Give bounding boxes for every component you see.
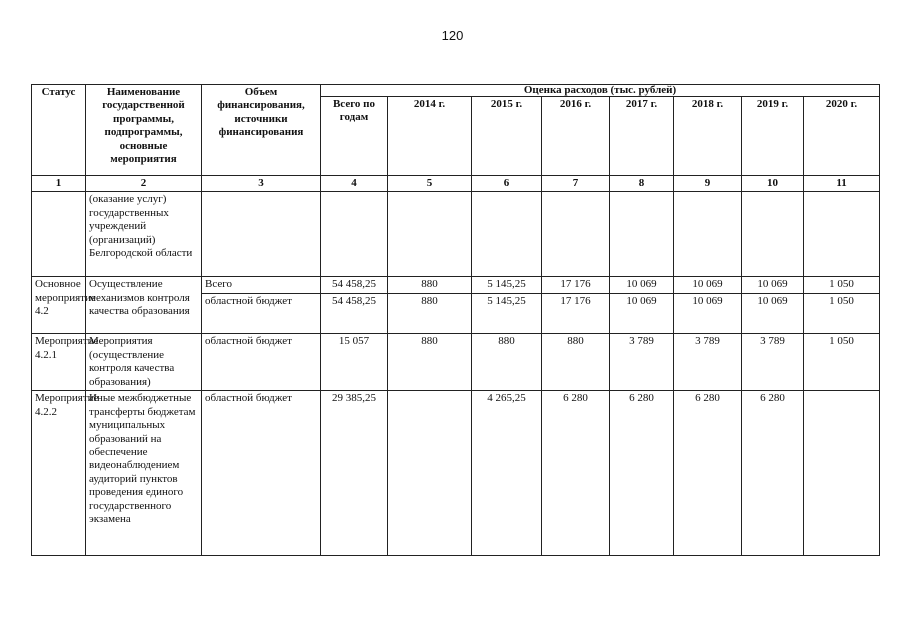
- row-name: (оказание услуг) государственных учреждений (организаций) Белгородской области: [86, 192, 202, 277]
- row-source: областной бюджет: [202, 391, 321, 556]
- value-top: 10 069: [610, 278, 673, 293]
- value-bottom: 17 176: [560, 294, 591, 307]
- row-value-2014: [388, 391, 472, 556]
- header-year-2019: 2019 г.: [742, 97, 804, 176]
- row-value-2017: 3 789: [610, 334, 674, 391]
- header-expenses-group: Оценка расходов (тыс. рублей): [321, 85, 880, 97]
- header-year-2020: 2020 г.: [804, 97, 880, 176]
- header-year-2018: 2018 г.: [674, 97, 742, 176]
- column-number: 5: [388, 176, 472, 192]
- header-row-1: [32, 85, 880, 97]
- row-value-2017: [610, 192, 674, 277]
- row-value-2018: 6 280: [674, 391, 742, 556]
- row-source: [202, 192, 321, 277]
- column-number: 8: [610, 176, 674, 192]
- value-bottom: 1 050: [829, 294, 854, 307]
- row-value-2014: [388, 277, 472, 334]
- row-value-2016: 880: [542, 334, 610, 391]
- row-name: Иные межбюджетные трансферты бюджетам муниципальных образований на обеспечение видеонаблюдением аудиторий пунктов проведения единого государственного экзамена: [86, 391, 202, 556]
- source-total-label: Всего: [202, 278, 320, 293]
- header-name: Наименование государственной программы, подпрограммы, основные мероприятия: [86, 85, 202, 176]
- column-number: 2: [86, 176, 202, 192]
- row-source: [202, 277, 321, 334]
- row-status: [32, 192, 86, 277]
- column-number: 3: [202, 176, 321, 192]
- row-value-2015: 4 265,25: [472, 391, 542, 556]
- row-value-2019: 3 789: [742, 334, 804, 391]
- total-top: 54 458,25: [321, 278, 387, 293]
- value-bottom: 10 069: [692, 294, 723, 307]
- row-name: Мероприятия (осуществление контроля качества образования): [86, 334, 202, 391]
- value-top: 10 069: [674, 278, 741, 293]
- column-number-row: [32, 176, 880, 192]
- row-value-2016: [542, 192, 610, 277]
- value-top: 10 069: [742, 278, 803, 293]
- header-year-2014: 2014 г.: [388, 97, 472, 176]
- header-year-2015: 2015 г.: [472, 97, 542, 176]
- row-value-2015: [472, 277, 542, 334]
- row-status: Мероприятие 4.2.1: [32, 334, 86, 391]
- table-row: [32, 334, 880, 391]
- row-name: Осуществление механизмов контроля качества образования: [86, 277, 202, 334]
- table-row: [32, 391, 880, 556]
- row-total: [321, 277, 388, 334]
- budget-table: [31, 84, 880, 556]
- value-top: 5 145,25: [472, 278, 541, 293]
- row-value-2017: [610, 277, 674, 334]
- row-value-2019: [742, 192, 804, 277]
- row-source: областной бюджет: [202, 334, 321, 391]
- header-volume: Объем финансирования, источники финансирования: [202, 85, 321, 176]
- header-year-2017: 2017 г.: [610, 97, 674, 176]
- row-value-2018: [674, 277, 742, 334]
- row-value-2016: 6 280: [542, 391, 610, 556]
- row-value-2020: 1 050: [804, 334, 880, 391]
- row-total: 29 385,25: [321, 391, 388, 556]
- row-value-2019: [742, 277, 804, 334]
- row-total: [321, 192, 388, 277]
- column-number: 4: [321, 176, 388, 192]
- value-top: 880: [388, 278, 471, 293]
- row-value-2019: 6 280: [742, 391, 804, 556]
- row-status: Основное мероприятие 4.2: [32, 277, 86, 334]
- column-number: 9: [674, 176, 742, 192]
- column-number: 11: [804, 176, 880, 192]
- row-value-2015: 880: [472, 334, 542, 391]
- row-value-2020: [804, 277, 880, 334]
- row-status: Мероприятие 4.2.2: [32, 391, 86, 556]
- value-bottom: 10 069: [626, 294, 657, 307]
- column-number: 10: [742, 176, 804, 192]
- row-value-2014: [388, 192, 472, 277]
- header-total: Всего по годам: [321, 97, 388, 176]
- page-number: 120: [441, 28, 464, 43]
- row-value-2020: [804, 391, 880, 556]
- header-status: Статус: [32, 85, 86, 176]
- table-row: [32, 192, 880, 277]
- row-value-2020: [804, 192, 880, 277]
- row-value-2016: [542, 277, 610, 334]
- total-bottom: 54 458,25: [332, 294, 376, 307]
- row-total: 15 057: [321, 334, 388, 391]
- table-row: [32, 277, 880, 334]
- row-value-2015: [472, 192, 542, 277]
- row-value-2014: 880: [388, 334, 472, 391]
- value-bottom: 880: [421, 294, 438, 307]
- source-regional-label: областной бюджет: [205, 294, 292, 307]
- value-bottom: 5 145,25: [487, 294, 526, 307]
- column-number: 7: [542, 176, 610, 192]
- value-top: 17 176: [542, 278, 609, 293]
- row-value-2018: [674, 192, 742, 277]
- column-number: 6: [472, 176, 542, 192]
- header-year-2016: 2016 г.: [542, 97, 610, 176]
- value-bottom: 10 069: [757, 294, 788, 307]
- column-number: 1: [32, 176, 86, 192]
- row-value-2018: 3 789: [674, 334, 742, 391]
- value-top: 1 050: [804, 278, 879, 293]
- row-value-2017: 6 280: [610, 391, 674, 556]
